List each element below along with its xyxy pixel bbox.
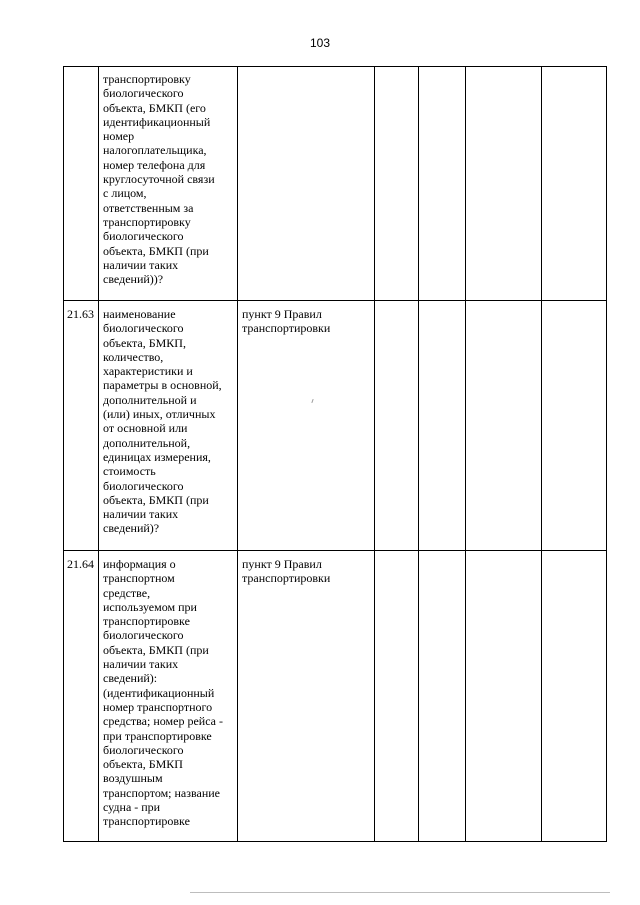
row-number	[64, 67, 99, 301]
page-number: 103	[309, 36, 331, 50]
answer-no-cell	[419, 301, 466, 551]
question-cell: наименование биологического объекта, БМКП, количество, характеристики и параметры в основной, дополнительной и (или) иных, отличных от основной или дополнительной, единицах измерения, стоимость биологического объекта, БМКП (при наличии таких сведений)?	[99, 301, 238, 551]
note-cell	[542, 67, 607, 301]
reference-cell: пункт 9 Правил транспортировки	[238, 301, 375, 551]
question-cell: транспортировку биологического объекта, БМКП (его идентификационный номер налогоплательщика, номер телефона для круглосуточной связи с лицом, ответственным за транспортировку биологического объекта, БМКП (при наличии таких сведений))?	[99, 67, 238, 301]
not-applicable-cell	[466, 67, 542, 301]
table-row	[64, 551, 607, 842]
reference-cell	[238, 67, 375, 301]
answer-no-cell	[419, 551, 466, 842]
note-cell	[542, 301, 607, 551]
table-row	[64, 67, 607, 301]
not-applicable-cell	[466, 301, 542, 551]
answer-no-cell	[419, 67, 466, 301]
row-number: 21.64	[64, 551, 99, 842]
table-row	[64, 301, 607, 551]
answer-yes-cell	[375, 67, 419, 301]
not-applicable-cell	[466, 551, 542, 842]
bottom-scan-line	[190, 892, 610, 893]
note-cell	[542, 551, 607, 842]
answer-yes-cell	[375, 301, 419, 551]
reference-cell: пункт 9 Правил транспортировки	[238, 551, 375, 842]
answer-yes-cell	[375, 551, 419, 842]
requirements-table	[63, 66, 607, 842]
row-number: 21.63	[64, 301, 99, 551]
question-cell: информация о транспортном средстве, используемом при транспортировке биологического объекта, БМКП (при наличии таких сведений): (идентификационный номер транспортного средства; номер рейса - при транспортировке биологического объекта, БМКП воздушным транспортом; название судна - при транспортировке	[99, 551, 238, 842]
